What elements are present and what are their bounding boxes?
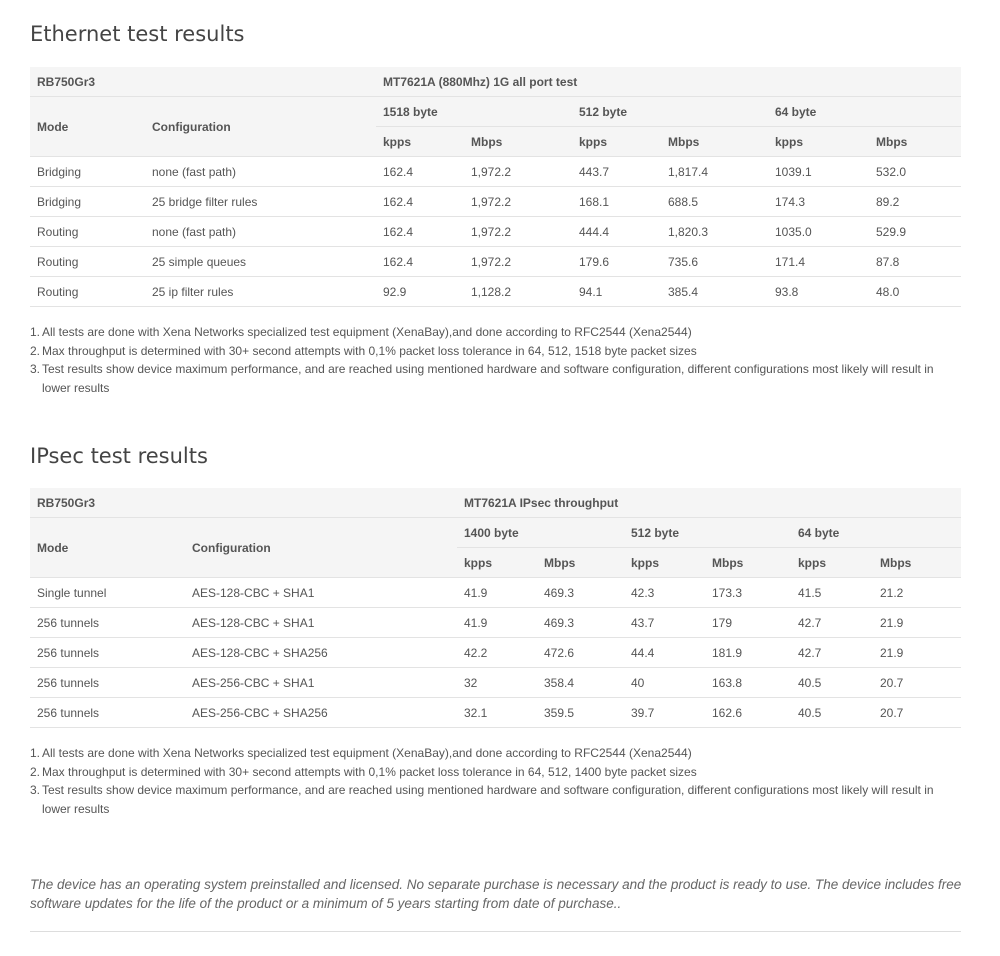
- table-cell: 1,972.2: [464, 187, 572, 217]
- table-row: [30, 157, 961, 187]
- table-cell: AES-128-CBC + SHA1: [185, 578, 457, 608]
- table-cell: 20.7: [873, 668, 961, 698]
- table-cell: Routing: [30, 217, 145, 247]
- ethernet-notes: [30, 323, 957, 397]
- table-cell: 32: [457, 668, 537, 698]
- note-text: Test results show device maximum performance, and are reached using mentioned hardware and software configuration, different configurations most likely will result in lower results: [42, 362, 934, 395]
- table-cell: 21.2: [873, 578, 961, 608]
- table-cell: 358.4: [537, 668, 624, 698]
- table-cell: 41.9: [457, 608, 537, 638]
- table-cell: 32.1: [457, 698, 537, 728]
- column-header-kpps: kpps: [768, 127, 869, 157]
- table-cell: AES-256-CBC + SHA1: [185, 668, 457, 698]
- table-cell: 174.3: [768, 187, 869, 217]
- table-cell: 162.4: [376, 157, 464, 187]
- table-cell: 529.9: [869, 217, 961, 247]
- table-header-row: [30, 67, 961, 97]
- table-cell: 89.2: [869, 187, 961, 217]
- device-name: RB750Gr3: [30, 67, 376, 97]
- table-cell: 94.1: [572, 277, 661, 307]
- column-header-kpps: kpps: [624, 548, 705, 578]
- table-row: [30, 217, 961, 247]
- note-text: All tests are done with Xena Networks specialized test equipment (XenaBay),and done according to RFC2544 (Xena2544): [42, 325, 692, 339]
- table-cell: 385.4: [661, 277, 768, 307]
- table-cell: 173.3: [705, 578, 791, 608]
- column-header-configuration: Configuration: [145, 97, 376, 157]
- table-cell: 256 tunnels: [30, 608, 185, 638]
- table-cell: 162.4: [376, 247, 464, 277]
- table-cell: none (fast path): [145, 217, 376, 247]
- table-cell: Routing: [30, 277, 145, 307]
- column-header-mode: Mode: [30, 518, 185, 578]
- table-header-row: [30, 518, 961, 548]
- table-cell: 1,972.2: [464, 247, 572, 277]
- column-header-mbps: Mbps: [869, 127, 961, 157]
- test-name: MT7621A IPsec throughput: [457, 488, 961, 518]
- column-header-kpps: kpps: [791, 548, 873, 578]
- note-text: All tests are done with Xena Networks specialized test equipment (XenaBay),and done according to RFC2544 (Xena2544): [42, 746, 692, 760]
- column-header-mbps: Mbps: [873, 548, 961, 578]
- table-cell: 469.3: [537, 578, 624, 608]
- table-cell: 1,817.4: [661, 157, 768, 187]
- list-item: 3. Test results show device maximum performance, and are reached using mentioned hardware and software configuration, different configurations most likely will result in lower results: [30, 783, 934, 816]
- column-header-kpps: kpps: [457, 548, 537, 578]
- table-cell: 1,972.2: [464, 217, 572, 247]
- table-cell: 179.6: [572, 247, 661, 277]
- table-cell: 688.5: [661, 187, 768, 217]
- table-cell: 256 tunnels: [30, 668, 185, 698]
- table-cell: none (fast path): [145, 157, 376, 187]
- table-cell: 179: [705, 608, 791, 638]
- table-cell: 168.1: [572, 187, 661, 217]
- os-license-note: The device has an operating system preinstalled and licensed. No separate purchase is necessary and the product is ready to use. The device includes free software updates for the life of the product or a minimum of 5 years starting from date of purchase..: [30, 877, 962, 911]
- table-cell: 40.5: [791, 668, 873, 698]
- ethernet-results-table: [30, 67, 961, 307]
- table-cell: AES-128-CBC + SHA1: [185, 608, 457, 638]
- list-item: 1. All tests are done with Xena Networks specialized test equipment (XenaBay),and done according to RFC2544 (Xena2544): [30, 325, 692, 339]
- table-cell: 443.7: [572, 157, 661, 187]
- table-row: [30, 578, 961, 608]
- table-cell: 359.5: [537, 698, 624, 728]
- table-cell: 1,128.2: [464, 277, 572, 307]
- table-cell: 163.8: [705, 668, 791, 698]
- table-cell: Bridging: [30, 157, 145, 187]
- list-item: 2. Max throughput is determined with 30+ second attempts with 0,1% packet loss tolerance in 64, 512, 1518 byte packet sizes: [30, 343, 697, 358]
- table-cell: 44.4: [624, 638, 705, 668]
- table-cell: 87.8: [869, 247, 961, 277]
- table-cell: Routing: [30, 247, 145, 277]
- table-cell: 25 simple queues: [145, 247, 376, 277]
- table-row: [30, 668, 961, 698]
- note-text: Test results show device maximum performance, and are reached using mentioned hardware and software configuration, different configurations most likely will result in lower results: [42, 783, 934, 816]
- table-cell: Single tunnel: [30, 578, 185, 608]
- column-header-kpps: kpps: [376, 127, 464, 157]
- column-header-size: 512 byte: [624, 518, 791, 548]
- column-header-mbps: Mbps: [705, 548, 791, 578]
- table-cell: 42.7: [791, 608, 873, 638]
- table-cell: 92.9: [376, 277, 464, 307]
- table-header-row: [30, 97, 961, 127]
- test-name: MT7621A (880Mhz) 1G all port test: [376, 67, 961, 97]
- table-cell: 171.4: [768, 247, 869, 277]
- table-cell: 162.4: [376, 187, 464, 217]
- table-cell: 469.3: [537, 608, 624, 638]
- table-cell: 39.7: [624, 698, 705, 728]
- list-item: 3. Test results show device maximum performance, and are reached using mentioned hardware and software configuration, different configurations most likely will result in lower results: [30, 362, 934, 395]
- table-header-row: [30, 488, 961, 518]
- table-cell: 162.4: [376, 217, 464, 247]
- table-cell: 42.3: [624, 578, 705, 608]
- table-cell: 735.6: [661, 247, 768, 277]
- table-cell: 48.0: [869, 277, 961, 307]
- table-cell: 1035.0: [768, 217, 869, 247]
- note-text: Max throughput is determined with 30+ second attempts with 0,1% packet loss tolerance in 64, 512, 1400 byte packet sizes: [42, 764, 697, 779]
- table-cell: 25 ip filter rules: [145, 277, 376, 307]
- table-cell: 42.7: [791, 638, 873, 668]
- device-name: RB750Gr3: [30, 488, 457, 518]
- table-cell: AES-256-CBC + SHA256: [185, 698, 457, 728]
- table-cell: 42.2: [457, 638, 537, 668]
- table-cell: AES-128-CBC + SHA256: [185, 638, 457, 668]
- column-header-mbps: Mbps: [537, 548, 624, 578]
- table-cell: 532.0: [869, 157, 961, 187]
- table-row: [30, 187, 961, 217]
- table-cell: 472.6: [537, 638, 624, 668]
- table-row: [30, 638, 961, 668]
- ipsec-section-title: IPsec test results: [30, 444, 208, 468]
- table-cell: 162.6: [705, 698, 791, 728]
- column-header-kpps: kpps: [572, 127, 661, 157]
- table-cell: 256 tunnels: [30, 638, 185, 668]
- column-header-mbps: Mbps: [661, 127, 768, 157]
- divider: [30, 931, 961, 932]
- ethernet-section-title: Ethernet test results: [30, 22, 245, 46]
- column-header-size: 512 byte: [572, 97, 768, 127]
- table-cell: 40.5: [791, 698, 873, 728]
- column-header-configuration: Configuration: [185, 518, 457, 578]
- ipsec-notes: [30, 744, 957, 818]
- table-row: [30, 698, 961, 728]
- note-text: Max throughput is determined with 30+ second attempts with 0,1% packet loss tolerance in 64, 512, 1518 byte packet sizes: [42, 343, 697, 358]
- table-row: [30, 247, 961, 277]
- table-cell: Bridging: [30, 187, 145, 217]
- ipsec-results-table: [30, 488, 961, 728]
- table-cell: 43.7: [624, 608, 705, 638]
- table-cell: 21.9: [873, 638, 961, 668]
- table-cell: 1,820.3: [661, 217, 768, 247]
- table-cell: 40: [624, 668, 705, 698]
- column-header-mode: Mode: [30, 97, 145, 157]
- column-header-size: 64 byte: [791, 518, 961, 548]
- table-cell: 256 tunnels: [30, 698, 185, 728]
- column-header-mbps: Mbps: [464, 127, 572, 157]
- table-cell: 1039.1: [768, 157, 869, 187]
- table-row: [30, 277, 961, 307]
- column-header-size: 1518 byte: [376, 97, 572, 127]
- list-item: 1. All tests are done with Xena Networks specialized test equipment (XenaBay),and done according to RFC2544 (Xena2544): [30, 746, 692, 760]
- table-cell: 181.9: [705, 638, 791, 668]
- table-cell: 93.8: [768, 277, 869, 307]
- table-cell: 25 bridge filter rules: [145, 187, 376, 217]
- table-cell: 1,972.2: [464, 157, 572, 187]
- table-cell: 444.4: [572, 217, 661, 247]
- table-cell: 41.9: [457, 578, 537, 608]
- table-row: [30, 608, 961, 638]
- list-item: 2. Max throughput is determined with 30+ second attempts with 0,1% packet loss tolerance in 64, 512, 1400 byte packet sizes: [30, 764, 697, 779]
- table-cell: 20.7: [873, 698, 961, 728]
- table-cell: 21.9: [873, 608, 961, 638]
- table-cell: 41.5: [791, 578, 873, 608]
- column-header-size: 64 byte: [768, 97, 961, 127]
- column-header-size: 1400 byte: [457, 518, 624, 548]
